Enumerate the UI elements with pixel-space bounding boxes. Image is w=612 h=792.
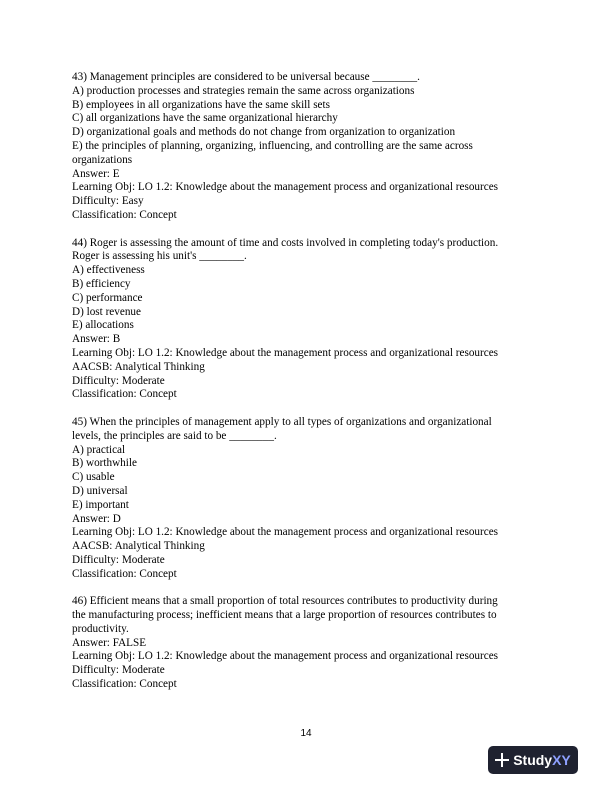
question-line: levels, the principles are said to be ________. bbox=[72, 429, 277, 442]
question-line: B) employees in all organizations have the same skill sets bbox=[72, 98, 330, 111]
brand-text: Study bbox=[513, 752, 553, 768]
question-line: E) the principles of planning, organizing, influencing, and controlling are the same across bbox=[72, 139, 473, 152]
question-line: C) usable bbox=[72, 471, 115, 484]
question-line: productivity. bbox=[72, 622, 129, 635]
question-line: Answer: B bbox=[72, 333, 121, 346]
question-line: Difficulty: Moderate bbox=[72, 374, 165, 387]
studyxy-badge[interactable] bbox=[488, 746, 578, 774]
question-line: AACSB: Analytical Thinking bbox=[72, 540, 205, 553]
question-line: AACSB: Analytical Thinking bbox=[72, 360, 205, 373]
question-line: Learning Obj: LO 1.2: Knowledge about the management process and organizational resources bbox=[72, 181, 499, 194]
question-line: Learning Obj: LO 1.2: Knowledge about the management process and organizational resources bbox=[72, 650, 499, 663]
brand-suffix: XY bbox=[552, 752, 571, 768]
question-line: B) worthwhile bbox=[72, 457, 137, 470]
question-line: A) production processes and strategies remain the same across organizations bbox=[72, 84, 415, 97]
question-line: 44) Roger is assessing the amount of time and costs involved in completing today's production. bbox=[72, 236, 499, 249]
plus-icon bbox=[495, 753, 509, 767]
question-block bbox=[72, 71, 542, 223]
question-line: E) important bbox=[72, 498, 129, 511]
question-line: D) universal bbox=[72, 484, 128, 497]
question-line: organizations bbox=[72, 153, 133, 166]
question-line: A) practical bbox=[72, 443, 126, 456]
question-line: Difficulty: Moderate bbox=[72, 664, 165, 677]
brand-name bbox=[513, 752, 571, 768]
page-number: 14 bbox=[300, 728, 312, 739]
question-line: D) lost revenue bbox=[72, 305, 141, 318]
question-line: Classification: Concept bbox=[72, 678, 177, 691]
question-line: Classification: Concept bbox=[72, 208, 177, 221]
page-content bbox=[72, 71, 542, 706]
question-line: 46) Efficient means that a small proportion of total resources contributes to productivity during bbox=[72, 595, 498, 608]
question-line: Classification: Concept bbox=[72, 388, 177, 401]
question-block bbox=[72, 416, 542, 582]
question-line: Answer: FALSE bbox=[72, 636, 147, 649]
question-line: D) organizational goals and methods do not change from organization to organization bbox=[72, 126, 456, 139]
question-line: Learning Obj: LO 1.2: Knowledge about the management process and organizational resources bbox=[72, 526, 499, 539]
question-line: Learning Obj: LO 1.2: Knowledge about the management process and organizational resources bbox=[72, 346, 499, 359]
question-line: C) all organizations have the same organizational hierarchy bbox=[72, 112, 338, 125]
question-line: E) allocations bbox=[72, 319, 134, 332]
question-line: the manufacturing process; inefficient means that a large proportion of resources contributes to bbox=[72, 609, 497, 622]
question-line: Answer: D bbox=[72, 512, 121, 525]
question-line: C) performance bbox=[72, 291, 143, 304]
question-line: Roger is assessing his unit's ________. bbox=[72, 250, 247, 263]
question-line: Answer: E bbox=[72, 167, 120, 180]
question-block bbox=[72, 595, 542, 692]
question-line: 45) When the principles of management apply to all types of organizations and organizational bbox=[72, 415, 492, 428]
question-line: B) efficiency bbox=[72, 277, 131, 290]
question-line: A) effectiveness bbox=[72, 264, 145, 277]
question-line: 43) Management principles are considered to be universal because ________. bbox=[72, 71, 420, 83]
question-line: Classification: Concept bbox=[72, 567, 177, 580]
question-line: Difficulty: Moderate bbox=[72, 553, 165, 566]
question-block bbox=[72, 237, 542, 403]
question-line: Difficulty: Easy bbox=[72, 195, 144, 208]
